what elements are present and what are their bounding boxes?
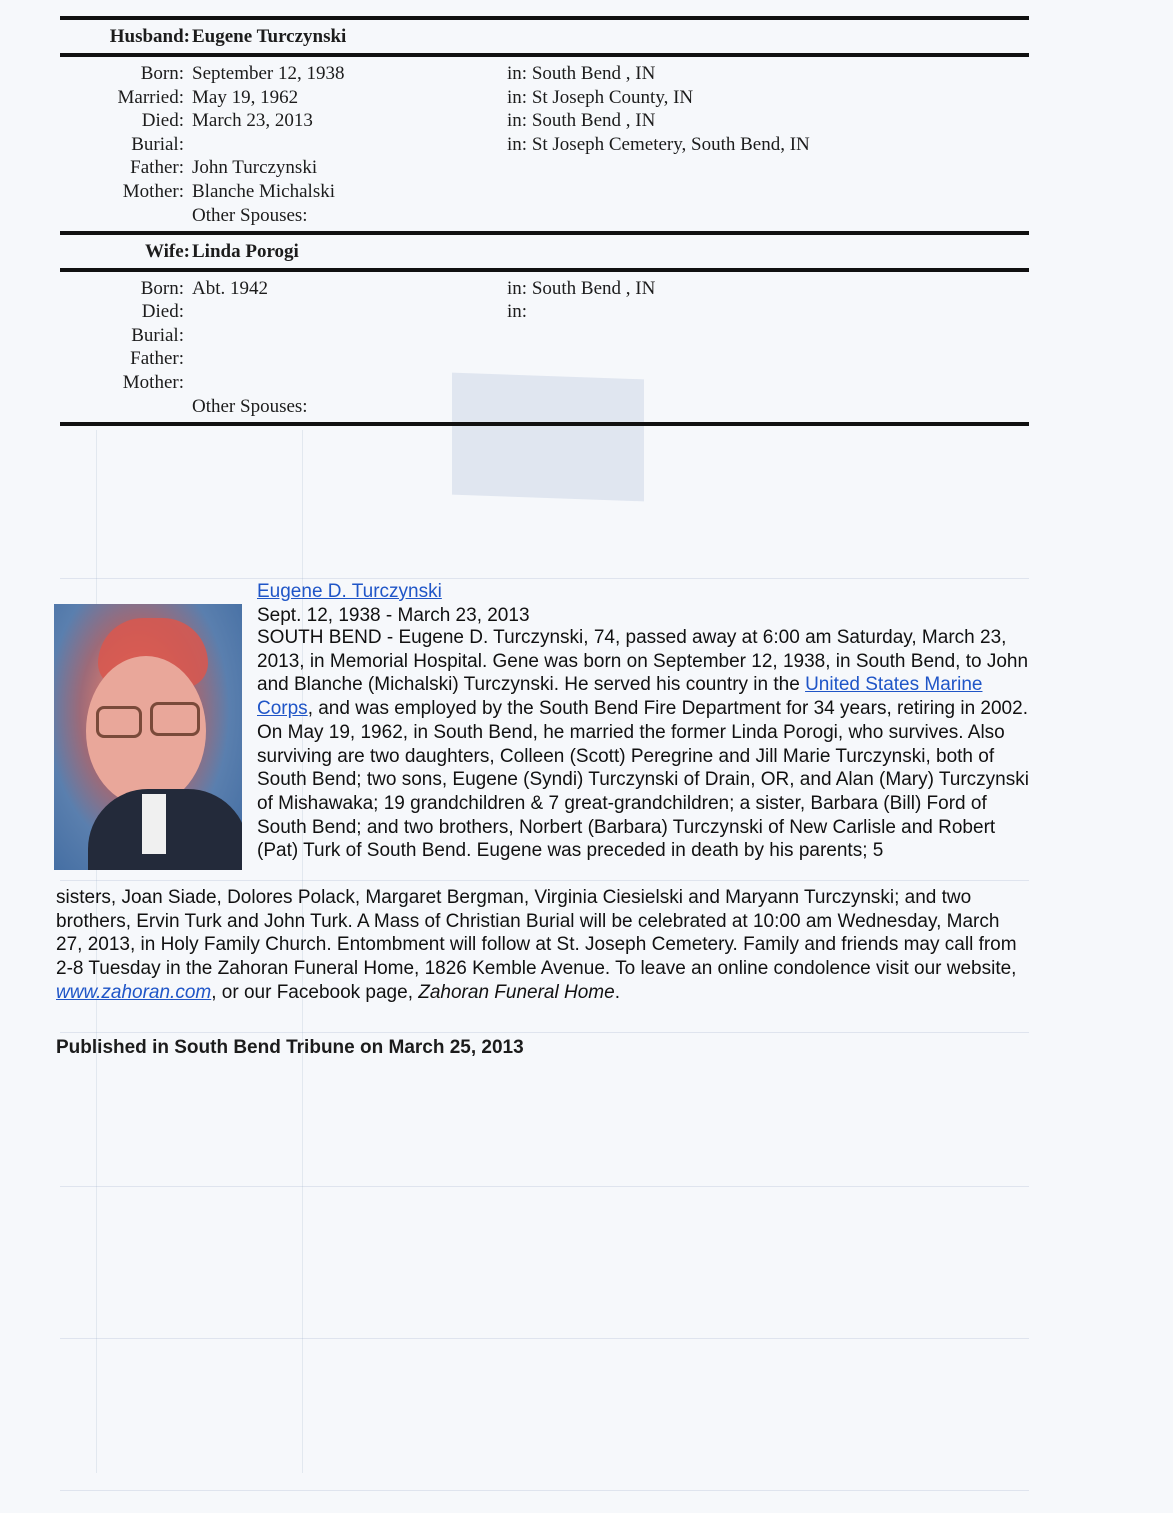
ghost-rule (60, 1032, 1029, 1033)
wife-name: Linda Porogi (192, 241, 299, 262)
ghost-rule (60, 1186, 1029, 1187)
ghost-rule (60, 1490, 1029, 1491)
field-value: May 19, 1962 (192, 87, 299, 108)
field-place: in: South Bend , IN (507, 278, 656, 299)
obituary-title (257, 580, 442, 604)
field-label: Burial: (131, 325, 184, 346)
published-line: Published in South Bend Tribune on March 25, 2013 (56, 1037, 524, 1058)
field-value: September 12, 1938 (192, 63, 345, 84)
obituary-dates: Sept. 12, 1938 - March 23, 2013 (257, 605, 530, 626)
field-value: March 23, 2013 (192, 110, 313, 131)
field-place: in: St Joseph Cemetery, South Bend, IN (507, 134, 810, 155)
field-label: Mother: (122, 181, 184, 202)
husband-header-label-wrap (60, 26, 190, 50)
husband-header-label: Husband: (109, 26, 190, 47)
field-value: John Turczynski (192, 157, 318, 178)
field-label: Burial: (131, 134, 184, 155)
husband-name: Eugene Turczynski (192, 26, 347, 47)
wife-header-label-wrap (60, 241, 190, 265)
marine-corps-link[interactable]: United States Marine Corps (257, 674, 983, 720)
field-label: Mother: (122, 372, 184, 393)
wife-rule (60, 268, 1029, 272)
field-value: Other Spouses: (192, 396, 308, 417)
wife-header-label: Wife: (144, 241, 190, 262)
husband-rule (60, 53, 1029, 57)
obituary-name-link[interactable]: Eugene D. Turczynski (257, 581, 442, 602)
portrait-photo (54, 604, 242, 870)
obituary-text-upper: SOUTH BEND - Eugene D. Turczynski, 74, passed away at 6:00 am Saturday, March 23, 2013, in Memorial Hospital. Gene was born on September 12, 1938, in South Bend, to John and Blanche (Michalski) Turczynski. He served his country in the United States Marine Corps, and was employed by the South Bend Fire Department for 34 years, retiring in 2002. On May 19, 1962, in South Bend, he married the former Linda Porogi, who survives. Also surviving are two daughters, Colleen (Scott) Peregrine and Jill Marie Turczynski, both of South Bend; two sons, Eugene (Syndi) Turczynski of Drain, OR, and Alan (Mary) Turczynski of Mishawaka; 19 grandchildren & 7 great-grandchildren; a sister, Barbara (Bill) Ford of South Bend; and two brothers, Norbert (Barbara) Turczynski of New Carlisle and Robert (Pat) Turk of South Bend. Eugene was preceded in death by his parents; 5 (257, 627, 1029, 862)
field-place: in: (507, 301, 528, 322)
top-rule (60, 16, 1029, 20)
ghost-rule (60, 880, 1029, 881)
obituary-text-lower: sisters, Joan Siade, Dolores Polack, Margaret Bergman, Virginia Ciesielski and Maryann Turczynski; and two brothers, Ervin Turk and John Turk. A Mass of Christian Burial will be celebrated at 10:00 am Wednesday, March 27, 2013, in Holy Family Church. Entombment will follow at St. Joseph Cemetery. Family and friends may call from 2-8 Tuesday in the Zahoran Funeral Home, 1826 Kemble Avenue. To leave an online condolence visit our website, www.zahoran.com, or our Facebook page, Zahoran Funeral Home. (56, 887, 1017, 1003)
wife-top-rule (60, 231, 1029, 235)
field-label: Died: (141, 301, 184, 322)
field-label: Born: (140, 278, 184, 299)
field-place: in: South Bend , IN (507, 63, 656, 84)
field-label: Born: (140, 63, 184, 84)
field-label: Died: (141, 110, 184, 131)
field-label: Married: (117, 87, 184, 108)
field-value: Blanche Michalski (192, 181, 335, 202)
field-label: Father: (130, 157, 184, 178)
tape-patch (452, 373, 644, 502)
ghost-rule (60, 1338, 1029, 1339)
website-link[interactable]: www.zahoran.com (56, 981, 212, 1003)
field-value: Other Spouses: (192, 205, 308, 226)
field-label: Father: (130, 348, 184, 369)
field-value: Abt. 1942 (192, 278, 268, 299)
bottom-rule (60, 422, 1029, 426)
field-place: in: St Joseph County, IN (507, 87, 694, 108)
field-place: in: South Bend , IN (507, 110, 656, 131)
facebook-page-name: Zahoran Funeral Home (418, 981, 615, 1003)
ghost-rule (60, 578, 1029, 579)
